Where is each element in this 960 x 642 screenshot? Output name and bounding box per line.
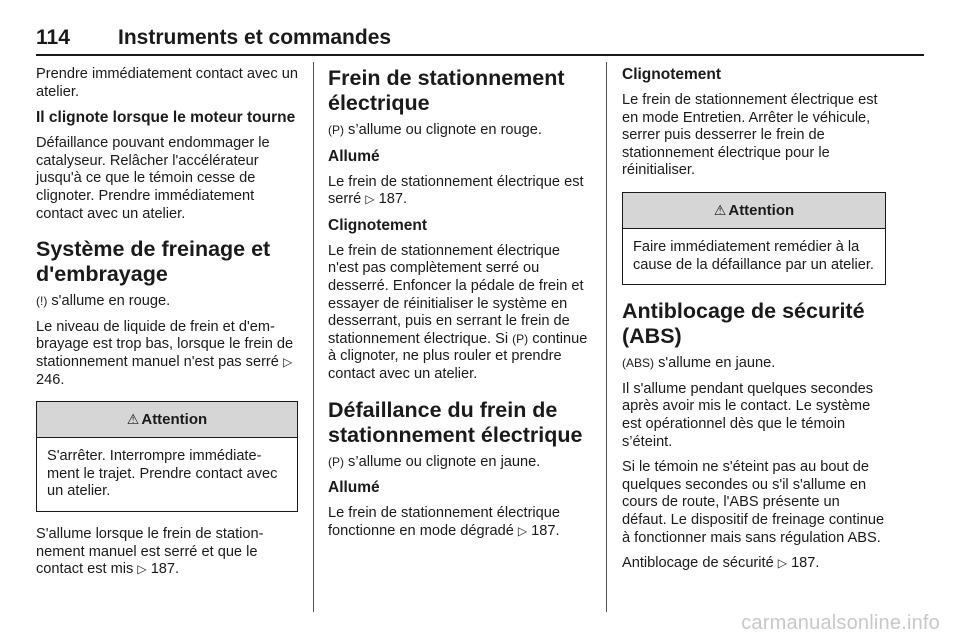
header-rule bbox=[36, 54, 924, 56]
column-divider-1 bbox=[313, 62, 314, 612]
section-heading-abs: Antiblocage de sécurité (ABS) bbox=[622, 299, 865, 349]
watermark: carmanualsonline.info bbox=[741, 612, 940, 634]
column-3 bbox=[622, 66, 886, 581]
paragraph: Il s'allume pendant quelques secondes après avoir mis le contact. Le système est opérationnel dès que le témoin s’éteint. bbox=[622, 380, 874, 450]
paragraph: Le frein de stationnement électrique est serré ▷ 187. bbox=[328, 173, 584, 208]
paragraph: (P) s’allume ou clignote en jaune. bbox=[328, 453, 541, 470]
parking-brake-icon: (P) bbox=[328, 123, 344, 137]
page-ref-arrow-icon: ▷ bbox=[365, 192, 375, 207]
attention-text: Faire immédiatement remédier à la cause de la défaillance par un atelier. bbox=[633, 238, 874, 273]
attention-box bbox=[36, 401, 298, 512]
page-header bbox=[36, 26, 924, 54]
page-number: 114 bbox=[36, 26, 70, 49]
warning-triangle-icon: ⚠ bbox=[126, 411, 140, 428]
paragraph: (P) s’allume ou clignote en rouge. bbox=[328, 122, 542, 138]
column-divider-2 bbox=[606, 62, 607, 612]
subheading-on: Allumé bbox=[328, 479, 380, 497]
abs-warning-icon: (ABS) bbox=[622, 356, 655, 371]
section-heading-parking-brake-fault: Défaillance du frein de stationnement électrique bbox=[328, 397, 583, 447]
paragraph: Antiblocage de sécurité ▷ 187. bbox=[622, 555, 820, 572]
subheading-blink: Il clignote lorsque le moteur tourne bbox=[36, 109, 296, 127]
page-reference-link[interactable]: 246. bbox=[36, 371, 65, 388]
page-reference-link[interactable]: 187. bbox=[150, 561, 180, 578]
page-reference-link[interactable]: 187. bbox=[531, 522, 560, 539]
paragraph: Le frein de stationnement électrique fonctionne en mode dégradé ▷ 187. bbox=[328, 505, 561, 539]
attention-box bbox=[622, 192, 886, 285]
section-heading-parking-brake: Frein de stationnement électrique bbox=[328, 66, 565, 115]
subheading-blink: Clignotement bbox=[328, 216, 428, 234]
paragraph: Le frein de stationnement électrique n'est pas complètement serré ou desserré. Enfoncer la pédale de frein et essayer de réinitialiser le système en desserrant, puis en serrant le frein de stationnement électrique. Si (P) continue à clignoter, ne plus rouler et prendre contact avec un atelier. bbox=[328, 242, 588, 382]
parking-brake-icon: (P) bbox=[512, 331, 529, 346]
attention-header: ⚠ Attention bbox=[37, 402, 297, 438]
page-ref-arrow-icon: ▷ bbox=[282, 354, 293, 369]
page-ref-arrow-icon: ▷ bbox=[137, 562, 147, 577]
attention-header: ⚠ Attention bbox=[623, 193, 885, 229]
parking-brake-fault-icon: (P) bbox=[328, 454, 344, 469]
paragraph: Prendre immédiatement contact avec un atelier. bbox=[36, 66, 299, 100]
paragraph: Le niveau de liquide de frein et d'embrayage est trop bas, lorsque le frein de stationnement manuel n'est pas serré ▷ 246. bbox=[36, 318, 294, 388]
paragraph: Si le témoin ne s'éteint pas au bout de quelques secondes ou s'il s'allume en cours de route, l'ABS présente un défaut. Le dispositif de freinage continue à fonctionner mais sans régulation ABS. bbox=[622, 459, 885, 546]
chapter-title: Instruments et commandes bbox=[118, 26, 392, 49]
paragraph: Le frein de stationnement électrique est en mode Entretien. Arrêter le véhicule, serrer puis desserrer le frein de stationnement électrique pour le réinitialiser. bbox=[622, 92, 878, 179]
brake-warning-icon: (!) bbox=[36, 294, 48, 309]
page-reference-link[interactable]: 187. bbox=[378, 191, 408, 208]
column-1 bbox=[36, 66, 298, 587]
page-ref-arrow-icon: ▷ bbox=[777, 556, 787, 571]
paragraph: (ABS) s'allume en jaune. bbox=[622, 355, 776, 372]
warning-triangle-icon: ⚠ bbox=[713, 201, 727, 218]
subheading-blink: Clignotement bbox=[622, 66, 722, 83]
paragraph: Défaillance pouvant endommager le catalyseur. Relâcher l'accélérateur jusqu'à ce que le témoin cesse de clignoter. Prendre immédiatement contact avec un atelier. bbox=[36, 135, 270, 222]
section-heading-brake-clutch: Système de freinage et d'embrayage bbox=[36, 237, 271, 287]
page-reference-link[interactable]: 187. bbox=[791, 555, 820, 572]
column-2 bbox=[328, 66, 592, 548]
paragraph: S'allume lorsque le frein de stationnement manuel est serré et que le contact est mis ▷ 187. bbox=[36, 525, 264, 578]
page-ref-arrow-icon: ▷ bbox=[517, 523, 528, 538]
attention-text: S'arrêter. Interrompre immédiatement le trajet. Prendre contact avec un atelier. bbox=[47, 448, 278, 500]
paragraph: (!) s'allume en rouge. bbox=[36, 293, 171, 310]
subheading-on: Allumé bbox=[328, 147, 380, 165]
